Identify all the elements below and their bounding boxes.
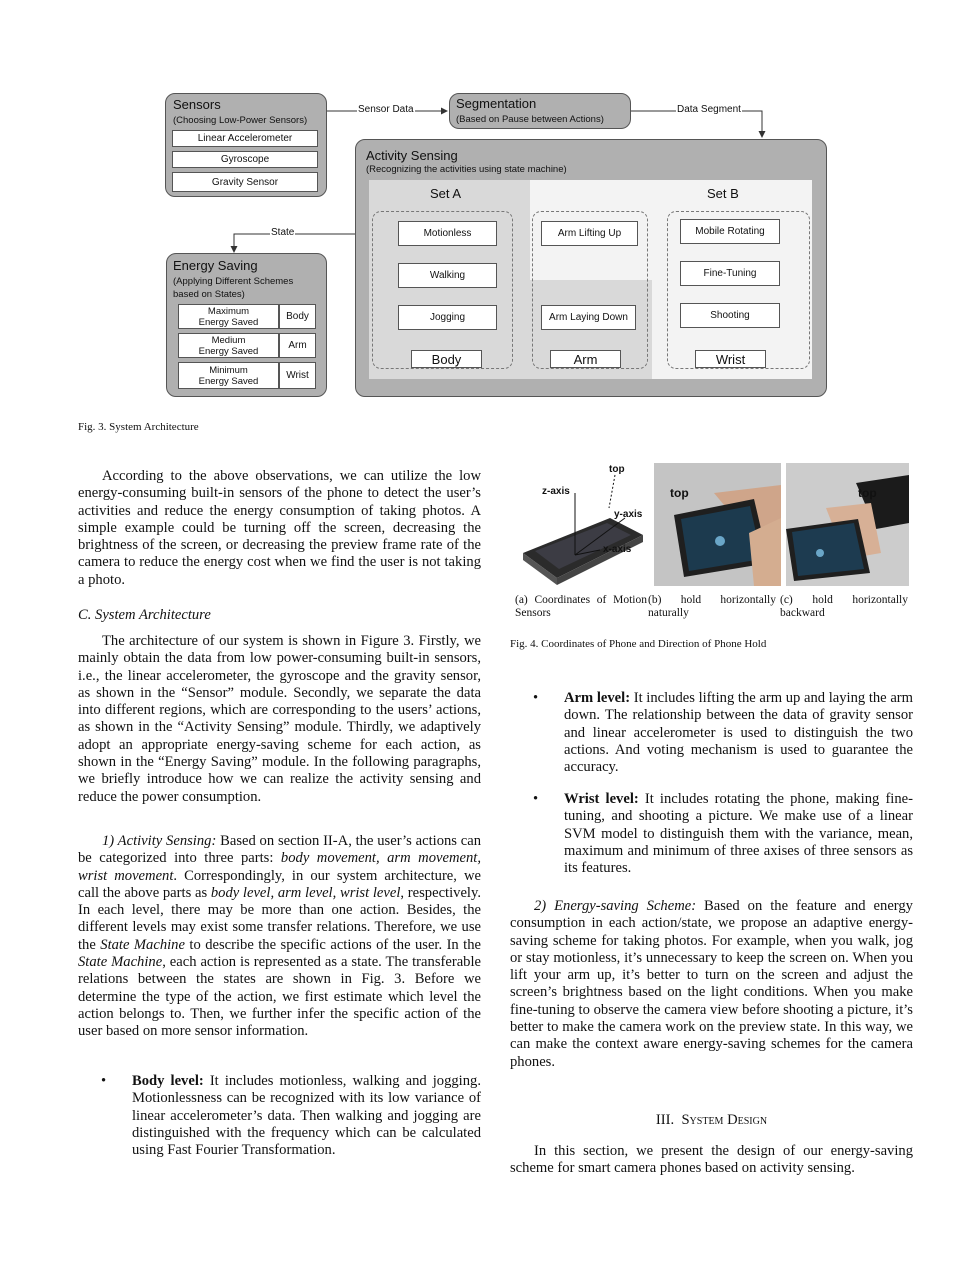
bullet-text: It includes lifting the arm up and laying the arm down. The relationship between the data of gravity sensor and linear accelerometer is used to distinguish the two actions. And voting mechanism is used to guarantee the accuracy. bbox=[564, 690, 914, 776]
photo-hold-naturally bbox=[654, 463, 781, 586]
paragraph-text: , each action is represented as a state. The transferable relations between the states are shown in Fig. 3. Before we determine the type of the action, we first estimate which level the action belongs to. Then, we further infer the specific action of the user based on more sensor information. bbox=[78, 954, 481, 1040]
energy-level-line: Energy Saved bbox=[198, 375, 259, 387]
paragraph-text: In this section, we present the design of our energy-saving scheme for smart camera phones based on activity sensing. bbox=[510, 1143, 913, 1177]
axis-label-x: x-axis bbox=[603, 544, 632, 555]
bullet-body-level bbox=[132, 1073, 481, 1159]
subcaption-b: (b) hold horizontally naturally bbox=[648, 594, 776, 619]
energy-level-line: Maximum bbox=[207, 305, 250, 317]
segmentation-title: Segmentation bbox=[456, 96, 537, 111]
segmentation-module bbox=[449, 93, 631, 129]
state-mobile-rotating: Mobile Rotating bbox=[680, 219, 780, 244]
paragraph-observations bbox=[78, 468, 481, 589]
paragraph-energy-saving-scheme bbox=[510, 898, 913, 1071]
hand-phone-graphic bbox=[654, 463, 781, 586]
state-arm-lifting-up: Arm Lifting Up bbox=[541, 221, 638, 246]
bullet-dot: • bbox=[533, 690, 539, 706]
activity-subtitle: (Recognizing the activities using state machine) bbox=[366, 164, 567, 175]
energy-level bbox=[178, 362, 279, 389]
state-fine-tuning: Fine-Tuning bbox=[680, 261, 780, 286]
bullet-dot: • bbox=[101, 1073, 107, 1089]
edge-label-sensor-data: Sensor Data bbox=[358, 104, 414, 115]
paragraph-architecture bbox=[78, 633, 481, 806]
emphasis: State Machine bbox=[78, 954, 163, 971]
emphasis: body movement, arm movement, wrist movement bbox=[78, 850, 481, 884]
energy-subtitle-2: based on States) bbox=[173, 289, 245, 300]
subcaption-a: (a) Coordinates of Motion Sensors bbox=[515, 594, 647, 619]
paragraph-text: Based on section II-A, the user’s actions can be categorized into three parts: bbox=[78, 833, 482, 867]
section-title: System Design bbox=[681, 1112, 768, 1128]
bullet-arm-level bbox=[564, 690, 913, 776]
axis-label-z: z-axis bbox=[542, 486, 570, 497]
photo-hold-backward bbox=[786, 463, 909, 586]
bullet-wrist-level bbox=[564, 791, 913, 877]
axis-label-top: top bbox=[609, 464, 625, 475]
axis-label-y: y-axis bbox=[614, 509, 643, 520]
energy-part: Arm bbox=[279, 333, 316, 358]
sensors-subtitle: (Choosing Low-Power Sensors) bbox=[173, 115, 308, 126]
subcaption-c: (c) hold horizontally backward bbox=[780, 594, 908, 619]
energy-level bbox=[178, 304, 279, 329]
sensor-item: Gravity Sensor bbox=[172, 172, 318, 192]
state-shooting: Shooting bbox=[680, 303, 780, 328]
sensors-title: Sensors bbox=[173, 97, 221, 112]
bullet-heading: Wrist level: bbox=[564, 791, 639, 807]
paragraph-text: Based on the feature and energy consumption in each action/state, we propose an adaptive energy-saving scheme for taking photos. For example, when you walk, jog or stay motionless, it’s unnecessary to keep the screen on. When you lift your arm up, it’s better to turn on the screen and adjust the screen’s brightness based on the light conditions. When you make fine-tuning to observe the camera view before shooting a picture, it’s better to make the camera work on the preview state. In this way, we can make the context aware energy-saving schemes for the camera phones. bbox=[510, 898, 913, 1070]
bullet-dot: • bbox=[533, 791, 539, 807]
photo-label-top: top bbox=[670, 486, 689, 500]
phone-coordinates-graphic bbox=[515, 463, 647, 586]
energy-level-line: Medium bbox=[211, 334, 246, 346]
paragraph-text: . Correspondingly, in our system architecture, we call the above parts as bbox=[78, 867, 481, 901]
sensor-item: Linear Accelerometer bbox=[172, 130, 318, 147]
set-b-label: Set B bbox=[707, 186, 739, 201]
state-arm-laying-down: Arm Laying Down bbox=[541, 305, 636, 330]
group-label-arm: Arm bbox=[550, 350, 621, 368]
system-architecture-diagram bbox=[0, 0, 979, 420]
paragraph-heading: 1) Activity Sensing: bbox=[102, 833, 217, 849]
energy-title: Energy Saving bbox=[173, 258, 258, 273]
fig4-caption: Fig. 4. Coordinates of Phone and Direction of Phone Hold bbox=[510, 638, 767, 650]
paragraph-system-design-intro bbox=[510, 1143, 913, 1178]
fig3-caption: Fig. 3. System Architecture bbox=[78, 421, 199, 433]
bullet-text: It includes motionless, walking and jogging. Motionlessness can be recognized with its low variance of linear accelerometer’s data. Then walking and jogging are distinguished with the frequency which can be calculated using Fast Fourier Transformation. bbox=[132, 1073, 481, 1159]
hand-phone-graphic bbox=[786, 463, 909, 586]
segmentation-subtitle: (Based on Pause between Actions) bbox=[456, 114, 604, 125]
bullet-heading: Arm level: bbox=[564, 690, 631, 706]
paragraph-heading: 2) Energy-saving Scheme: bbox=[534, 898, 697, 914]
section-heading-system-design bbox=[510, 1112, 913, 1129]
activity-title: Activity Sensing bbox=[366, 148, 458, 163]
section-number: III. bbox=[655, 1112, 675, 1128]
energy-level-line: Minimum bbox=[209, 364, 248, 376]
paragraph-text: to describe the specific actions of the user. In the bbox=[184, 936, 481, 953]
paragraph-activity-sensing bbox=[78, 833, 481, 1041]
energy-subtitle-1: (Applying Different Schemes bbox=[173, 276, 294, 287]
paragraph-text: The architecture of our system is shown in Figure 3. Firstly, we mainly obtain the data from low power-consuming built-in sensors, i.e., the linear accelerometer, the gyroscope and the gravity sensor, as shown in the “Sensor” module. Secondly, we separate the data into different regions, which are corresponding to the users’ actions, as shown in the “Activity Sensing” module. Thirdly, we adaptively adopt an appropriate energy-saving scheme for each action, as shown in the “Energy Saving” module. In the following paragraphs, we briefly introduce how we can realize the activity sensing and reduce the power consumption. bbox=[78, 633, 481, 805]
set-a-label: Set A bbox=[430, 186, 462, 201]
edge-label-data-segment: Data Segment bbox=[677, 104, 741, 115]
emphasis: State Machine bbox=[100, 936, 185, 953]
energy-part: Body bbox=[279, 304, 316, 329]
photo-label-top: top bbox=[858, 486, 877, 500]
state-walking: Walking bbox=[398, 263, 497, 288]
energy-level-line: Energy Saved bbox=[198, 316, 259, 328]
section-heading-system-architecture: C. System Architecture bbox=[78, 607, 211, 623]
energy-part: Wrist bbox=[279, 362, 316, 389]
bullet-text: It includes rotating the phone, making fine-tuning, and shooting a picture. We make use of a linear SVM model to distinguish them with the variance, mean, maximum and minimum of three axises of three sensors as its features. bbox=[564, 791, 913, 877]
edge-label-state: State bbox=[271, 227, 295, 238]
photo-coordinates bbox=[515, 463, 647, 586]
paragraph-text: , respectively. In each level, there may be more than one action. Besides, the different levels may exist some transfer relations. Therefore, we use the bbox=[78, 884, 481, 953]
emphasis: body level, arm level, wrist level bbox=[210, 884, 401, 901]
paragraph-text: According to the above observations, we can utilize the low energy-consuming built-in sensors of the phone to detect the user’s activities and reduce the energy consumption of taking photos. A simple example could be turning off the screen, decreasing the brightness of the screen, or decreasing the preview frame rate of the camera to reduce the energy cost when we find the user is not taking a photo. bbox=[78, 468, 481, 588]
group-label-wrist: Wrist bbox=[695, 350, 766, 368]
bullet-heading: Body level: bbox=[132, 1073, 204, 1089]
state-jogging: Jogging bbox=[398, 305, 497, 330]
sensor-item: Gyroscope bbox=[172, 151, 318, 168]
group-label-body: Body bbox=[411, 350, 482, 368]
energy-level bbox=[178, 333, 279, 358]
energy-level-line: Energy Saved bbox=[198, 345, 259, 357]
state-motionless: Motionless bbox=[398, 221, 497, 246]
